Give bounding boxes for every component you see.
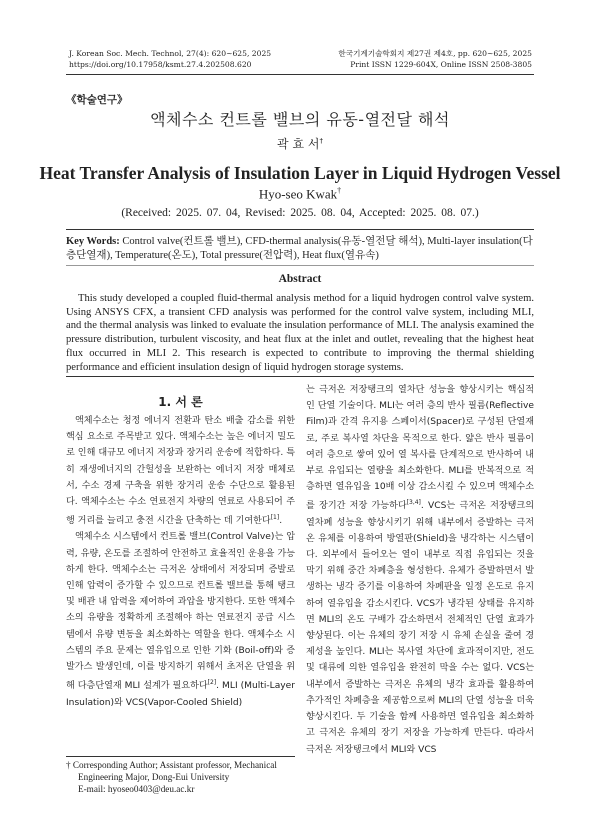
paragraph-text: 는 극저온 저장탱크의 열차단 성능을 향상시키는 핵심적인 단열 기술이다. MLI는 여러 층의 반사 필름(Reflective Film)과 간격 유지용 스페이서(Spacer)로 구성된 단열재로, 주로 복사열 차단을 목적으로 한다. 얇은 반사 필름이 여러 층으로 쌓여 있어 열 복사를 단계적으로 반사하여 내부로 유입되는 열량을 최소화한다. MLI를 반복적으로 적층하면 열유입을 10배 이상 감소시킬 수 있으며 액체수소를 장기간 저장 가능하다 — [306, 385, 534, 512]
title-english: Heat Transfer Analysis of Insulation Layer in Liquid Hydrogen Vessel — [39, 163, 561, 183]
body-column-right — [306, 382, 534, 758]
journal-issn — [338, 48, 532, 70]
keywords-text: Control valve(컨트롤 밸브), CFD-thermal analysis(유동-열전달 해석), Multi-layer insulation(다층단열재), Temperature(온도), Total pressure(전압력), Heat flux(열유속) — [66, 236, 533, 261]
journal-citation — [69, 48, 271, 70]
paragraph-text: 액체수소는 청정 에너지 전환과 탄소 배출 감소를 위한 핵심 요소로 주목받고 있다. 액체수소는 높은 에너지 밀도로 인해 대규모 에너지 저장과 장거리 운송에 적합하다. 특히 재생에너지의 간헐성을 보완하는 에너지 저장 매체로서, 수소 경제 구축을 위한 장거리 운송 수단으로 활용된다. 액체수소는 수소 연료전지 차량의 연료로 사용되어 주행 거리를 늘리고 충전 시간을 단축하는 데 기여한다 — [66, 416, 295, 527]
footnote-divider — [66, 756, 295, 757]
citation-ref[interactable]: [3,4] — [406, 499, 421, 507]
citation-ref[interactable]: [2] — [207, 679, 217, 687]
corresponding-author-footnote — [66, 760, 295, 795]
body-column-left — [66, 413, 295, 711]
author-english — [0, 186, 600, 202]
paragraph-text: . VCS는 극저온 저장탱크의 열차폐 성능을 향상시키기 위해 내부에서 증발하는 극저온 유체를 이용하여 방열판(Shield)을 냉각하는 시스템이다. 외부에서 들어오는 열이 내부로 직접 유입되는 것을 막기 위해 중간 차폐층을 형성한다. 유체가 증발하면서 발생하는 냉각 증기를 이용하여 차폐판을 일정 온도로 유지하여 열유입을 감소시킨다. VCS가 냉각된 상태를 유지하면 MLI의 온도 구배가 감소하면서 전체적인 단열 효과가 향상된다. 이는 유체의 장기 저장 시 유체 손실을 줄여 경제성을 높인다. MLI는 복사열 차단에 효과적이지만, 전도 및 대류에 의한 열유입을 완전히 막을 수는 없다. VCS는 내부에서 증발하는 극저온 유체의 냉각 효과를 활용하여 추가적인 차폐층을 제공함으로써 MLI의 단열 성능을 더욱 향상시킨다. 두 기술을 함께 사용하면 열유입을 최소화하고 극저온 유체의 장기 저장을 가능하게 만든다. 따라서 극저온 저장탱크에서 MLI와 VCS — [306, 501, 534, 755]
author-korean-name: 곽 효 서 — [277, 137, 320, 151]
paragraph — [306, 382, 534, 758]
journal-citation-line: J. Korean Soc. Mech. Technol, 27(4): 620~625, 2025 — [69, 49, 272, 58]
footnote-line: † Corresponding Author; Assistant professor, Mechanical — [66, 760, 277, 770]
author-email[interactable]: E-mail: hyoseo0403@deu.ac.kr — [78, 783, 195, 794]
keywords — [66, 235, 534, 262]
abstract-heading: Abstract — [278, 273, 322, 285]
abstract-text: This study developed a coupled fluid-thermal analysis method for a liquid hydrogen control valve system. Using ANSYS CFX, a transient CFD analysis was performed for the control valve system, including MLI, and the thermal analysis was linked to evaluate the insulation performance of MLI. The analysis examined the pressure distribution, turbulent viscosity, and heat flux at the inlet and outlet, revealing that the highest heat flux occurred in MLI 2. This research is expected to contribute to improving the thermal shielding performance and efficient insulation design of liquid hydrogen storage systems. — [66, 293, 534, 373]
citation-ref[interactable]: [1] — [270, 514, 280, 522]
keywords-bottom-divider — [66, 265, 534, 266]
keywords-top-divider — [66, 229, 534, 230]
received-dates: (Received: 2025. 07. 04, Revised: 2025. 08. 04, Accepted: 2025. 08. 07.) — [121, 207, 479, 219]
paragraph-text: . — [279, 516, 283, 527]
paragraph-text: 액체수소 시스템에서 컨트롤 밸브(Control Valve)는 압력, 유량, 온도를 조절하여 안전하고 효율적인 운용을 가능하게 한다. 액체수소는 극저온 상태에서 저장되며 증발로 인해 압력이 증가할 수 있으므로 컨트롤 밸브를 통해 탱크 및 배관 내 압력을 제어하여 과압을 방지한다. 또한 액체수소의 유량을 정확하게 조절해야 하는 연료전지 공급 시스템에서 유량 변동을 최소화하는 역할을 한다. 액체수소 시스템의 주요 문제는 열유입으로 인한 기화 (Boil-off)와 증발가스 발생인데, 이를 방지하기 위해서 초저온 단열을 위해 다층단열재 MLI 설계가 필요하다 — [66, 532, 295, 692]
footnote-line: Engineering Major, Dong-Eui University — [78, 771, 230, 782]
title-korean: 액체수소 컨트롤 밸브의 유동-열전달 해석 — [150, 110, 450, 129]
paragraph — [66, 413, 295, 529]
section-heading-introduction: 1. 서 론 — [158, 395, 203, 409]
author-english-name: Hyo-seo Kwak — [258, 186, 338, 202]
journal-korean-citation: 한국기계기술학회지 제27권 제4호, pp. 620~625, 2025 — [338, 49, 532, 58]
header-divider — [66, 74, 534, 75]
corresponding-mark-en: † — [337, 186, 342, 195]
doi-link[interactable]: https://doi.org/10.17958/ksmt.27.4.202508.620 — [69, 60, 252, 69]
corresponding-mark: † — [319, 137, 323, 145]
paragraph — [66, 529, 295, 710]
paragraph-text: . MLI (Multi-Layer Insulation)와 VCS(Vapor-Cooled Shield) — [66, 681, 296, 708]
author-korean — [0, 135, 600, 152]
keywords-label: Key Words: — [66, 236, 120, 247]
article-category: 《학술연구》 — [66, 94, 128, 106]
abstract-divider — [66, 376, 534, 377]
issn-line: Print ISSN 1229-604X, Online ISSN 2508-3805 — [350, 60, 532, 69]
